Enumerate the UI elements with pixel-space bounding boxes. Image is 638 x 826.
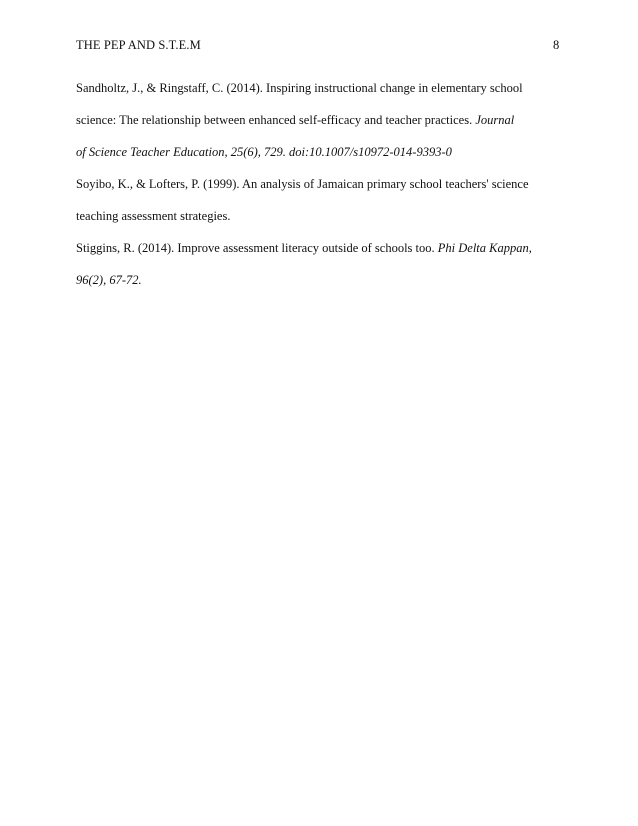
journal-title: Journal (475, 113, 515, 127)
reference-line (76, 200, 562, 232)
reference-text: science: The relationship between enhanced self-efficacy and teacher practices. (76, 113, 476, 127)
running-head: THE PEP AND S.T.E.M (76, 38, 201, 52)
reference-text: Sandholtz, J., & Ringstaff, C. (2014). Inspiring instructional change in elementary school (76, 81, 523, 95)
reference-entry-soyibo (76, 168, 562, 232)
reference-line (76, 168, 562, 200)
reference-entry-sandholtz (76, 72, 562, 168)
reference-line (76, 72, 562, 104)
reference-text: Soyibo, K., & Lofters, P. (1999). An analysis of Jamaican primary school teachers' science (76, 177, 529, 191)
reference-entry-stiggins (76, 232, 562, 296)
journal-title: Phi Delta Kappan, (437, 241, 532, 255)
reference-line (76, 264, 562, 296)
reference-line (76, 232, 562, 264)
reference-list (76, 72, 562, 296)
reference-text: teaching assessment strategies. (76, 209, 231, 223)
journal-citation: of Science Teacher Education, 25(6), 729. doi:10.1007/s10972-014-9393-0 (76, 145, 452, 159)
page-number: 8 (553, 38, 560, 52)
reference-line (76, 104, 562, 136)
reference-line (76, 136, 562, 168)
reference-text: Stiggins, R. (2014). Improve assessment literacy outside of schools too. (76, 241, 438, 255)
journal-citation: 96(2), 67-72. (76, 273, 142, 287)
